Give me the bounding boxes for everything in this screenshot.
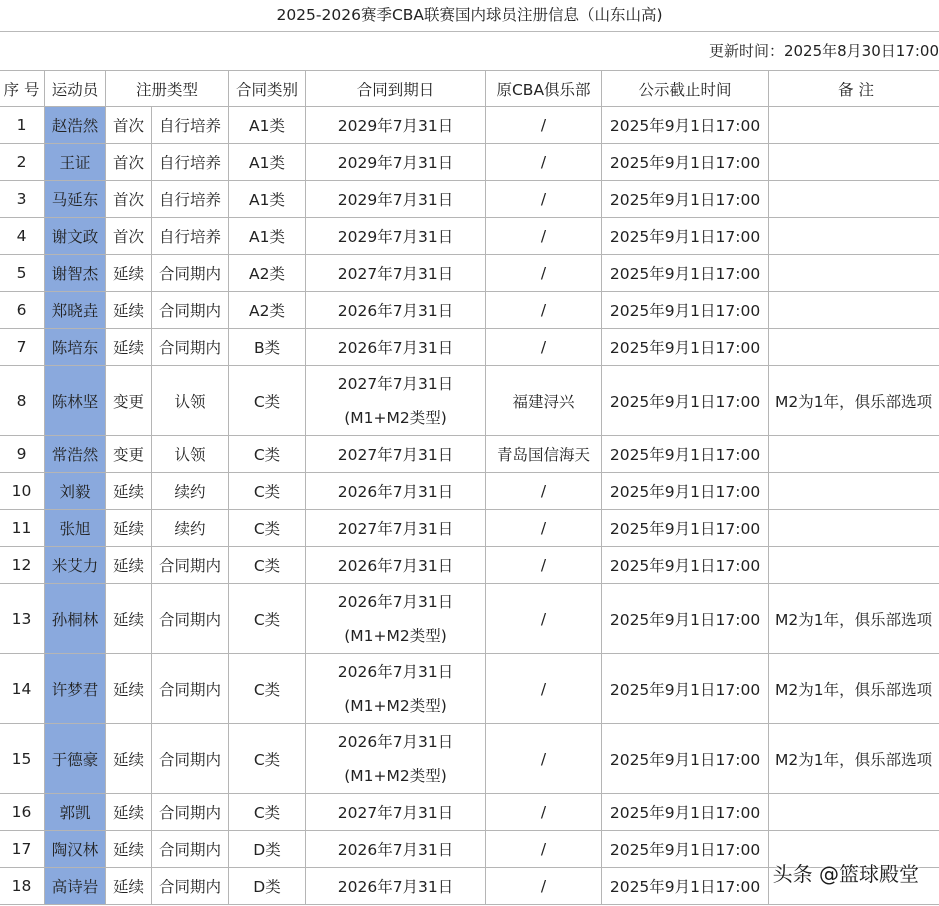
- cell-player: 常浩然: [45, 436, 106, 473]
- cell-deadline: 2025年9月1日17:00: [602, 218, 769, 255]
- table-row: [0, 654, 939, 724]
- cell-reg-detail: 续约: [152, 473, 229, 510]
- cell-player: 王证: [45, 144, 106, 181]
- cell-category: A1类: [229, 218, 306, 255]
- cell-player: 张旭: [45, 510, 106, 547]
- cell-category: C类: [229, 510, 306, 547]
- cell-reg-detail: 合同期内: [152, 831, 229, 868]
- cell-no: 11: [0, 510, 45, 547]
- cell-reg-kind: 首次: [106, 107, 152, 144]
- cell-former-club: /: [486, 584, 602, 654]
- cell-reg-detail: 合同期内: [152, 584, 229, 654]
- cell-category: C类: [229, 436, 306, 473]
- cell-remark: M2为1年，俱乐部选项: [769, 724, 939, 794]
- cell-reg-kind: 延续: [106, 292, 152, 329]
- cell-player: 于德豪: [45, 724, 106, 794]
- expiry-date: 2026年7月31日: [337, 732, 454, 751]
- cell-category: A2类: [229, 255, 306, 292]
- cell-player: 郑晓垚: [45, 292, 106, 329]
- expiry-date: 2026年7月31日: [337, 592, 454, 611]
- cell-no: 7: [0, 329, 45, 366]
- cell-reg-kind: 首次: [106, 218, 152, 255]
- header-remark: 备 注: [769, 71, 939, 107]
- cell-expiry: 2029年7月31日: [306, 181, 486, 218]
- cell-expiry: 2026年7月31日: [306, 329, 486, 366]
- table-row: [0, 255, 939, 292]
- expiry-date: 2027年7月31日: [337, 374, 454, 393]
- page-title: 2025-2026赛季CBA联赛国内球员注册信息（山东山高): [0, 0, 939, 32]
- cell-remark: [769, 144, 939, 181]
- expiry-date: 2026年7月31日: [337, 662, 454, 681]
- cell-player: 陈培东: [45, 329, 106, 366]
- cell-expiry: [306, 654, 486, 724]
- cell-category: C类: [229, 366, 306, 436]
- header-contract-category: 合同类别: [229, 71, 306, 107]
- cell-player: 米艾力: [45, 547, 106, 584]
- cell-remark: M2为1年，俱乐部选项: [769, 366, 939, 436]
- table-row: [0, 144, 939, 181]
- cell-reg-detail: 合同期内: [152, 329, 229, 366]
- cell-reg-kind: 延续: [106, 510, 152, 547]
- cell-category: C类: [229, 654, 306, 724]
- cell-no: 18: [0, 868, 45, 905]
- cell-reg-detail: 自行培养: [152, 181, 229, 218]
- table-row: [0, 436, 939, 473]
- cell-remark: [769, 218, 939, 255]
- cell-reg-kind: 延续: [106, 868, 152, 905]
- cell-reg-kind: 延续: [106, 831, 152, 868]
- cell-former-club: /: [486, 473, 602, 510]
- cell-no: 2: [0, 144, 45, 181]
- cell-expiry: 2027年7月31日: [306, 794, 486, 831]
- cell-reg-detail: 合同期内: [152, 547, 229, 584]
- cell-former-club: /: [486, 868, 602, 905]
- cell-expiry: 2027年7月31日: [306, 436, 486, 473]
- cell-category: C类: [229, 584, 306, 654]
- cell-player: 刘毅: [45, 473, 106, 510]
- cell-expiry: 2027年7月31日: [306, 255, 486, 292]
- cell-category: C类: [229, 547, 306, 584]
- cell-expiry: 2029年7月31日: [306, 107, 486, 144]
- cell-reg-kind: 延续: [106, 473, 152, 510]
- cell-expiry: 2026年7月31日: [306, 547, 486, 584]
- cell-former-club: 青岛国信海天: [486, 436, 602, 473]
- cell-deadline: 2025年9月1日17:00: [602, 654, 769, 724]
- cell-former-club: 福建浔兴: [486, 366, 602, 436]
- table-row: [0, 547, 939, 584]
- cell-no: 12: [0, 547, 45, 584]
- cell-no: 16: [0, 794, 45, 831]
- cell-category: A1类: [229, 107, 306, 144]
- cell-no: 8: [0, 366, 45, 436]
- contract-type-note: (M1+M2类型): [344, 766, 447, 785]
- header-contract-expiry: 合同到期日: [306, 71, 486, 107]
- cell-remark: M2为1年，俱乐部选项: [769, 584, 939, 654]
- cell-no: 10: [0, 473, 45, 510]
- table-body: [0, 107, 939, 905]
- cell-deadline: 2025年9月1日17:00: [602, 724, 769, 794]
- cell-expiry: [306, 366, 486, 436]
- header-player: 运动员: [45, 71, 106, 107]
- cell-reg-detail: 合同期内: [152, 868, 229, 905]
- cell-no: 9: [0, 436, 45, 473]
- contract-type-note: (M1+M2类型): [344, 408, 447, 427]
- cell-former-club: /: [486, 794, 602, 831]
- cell-remark: [769, 794, 939, 831]
- cell-category: A1类: [229, 181, 306, 218]
- cell-no: 15: [0, 724, 45, 794]
- cell-reg-detail: 续约: [152, 510, 229, 547]
- table-row: [0, 218, 939, 255]
- cell-reg-kind: 延续: [106, 724, 152, 794]
- cell-player: 马延东: [45, 181, 106, 218]
- cell-reg-detail: 认领: [152, 436, 229, 473]
- cell-reg-kind: 变更: [106, 366, 152, 436]
- cell-expiry: [306, 584, 486, 654]
- cell-reg-detail: 自行培养: [152, 144, 229, 181]
- cell-category: C类: [229, 794, 306, 831]
- cell-player: 谢智杰: [45, 255, 106, 292]
- table-row: [0, 473, 939, 510]
- cell-no: 13: [0, 584, 45, 654]
- cell-reg-kind: 首次: [106, 181, 152, 218]
- cell-no: 3: [0, 181, 45, 218]
- cell-expiry: 2026年7月31日: [306, 831, 486, 868]
- cell-deadline: 2025年9月1日17:00: [602, 107, 769, 144]
- cell-reg-kind: 首次: [106, 144, 152, 181]
- cell-player: 赵浩然: [45, 107, 106, 144]
- cell-reg-kind: 延续: [106, 794, 152, 831]
- cell-category: A1类: [229, 144, 306, 181]
- cell-remark: M2为1年，俱乐部选项: [769, 654, 939, 724]
- cell-former-club: /: [486, 329, 602, 366]
- cell-reg-detail: 自行培养: [152, 218, 229, 255]
- cell-player: 高诗岩: [45, 868, 106, 905]
- header-deadline: 公示截止时间: [602, 71, 769, 107]
- cell-deadline: 2025年9月1日17:00: [602, 473, 769, 510]
- cell-no: 5: [0, 255, 45, 292]
- cell-remark: [769, 436, 939, 473]
- cell-category: C类: [229, 473, 306, 510]
- cell-category: C类: [229, 724, 306, 794]
- table-row: [0, 107, 939, 144]
- cell-reg-detail: 合同期内: [152, 724, 229, 794]
- cell-expiry: 2026年7月31日: [306, 473, 486, 510]
- cell-former-club: /: [486, 831, 602, 868]
- cell-expiry: 2027年7月31日: [306, 510, 486, 547]
- update-time: 更新时间：2025年8月30日17:00: [708, 42, 939, 60]
- header-former-club: 原CBA俱乐部: [486, 71, 602, 107]
- cell-remark: [769, 181, 939, 218]
- cell-former-club: /: [486, 107, 602, 144]
- table-header-row: [0, 71, 939, 107]
- cell-former-club: /: [486, 510, 602, 547]
- cell-deadline: 2025年9月1日17:00: [602, 366, 769, 436]
- contract-type-note: (M1+M2类型): [344, 626, 447, 645]
- cell-reg-detail: 合同期内: [152, 255, 229, 292]
- cell-expiry: 2026年7月31日: [306, 292, 486, 329]
- cell-reg-kind: 延续: [106, 584, 152, 654]
- cell-reg-detail: 认领: [152, 366, 229, 436]
- registration-table: [0, 70, 939, 905]
- table-row: [0, 584, 939, 654]
- cell-deadline: 2025年9月1日17:00: [602, 329, 769, 366]
- cell-reg-detail: 自行培养: [152, 107, 229, 144]
- cell-deadline: 2025年9月1日17:00: [602, 584, 769, 654]
- cell-category: B类: [229, 329, 306, 366]
- cell-reg-kind: 变更: [106, 436, 152, 473]
- cell-expiry: 2026年7月31日: [306, 868, 486, 905]
- cell-former-club: /: [486, 255, 602, 292]
- cell-deadline: 2025年9月1日17:00: [602, 547, 769, 584]
- cell-deadline: 2025年9月1日17:00: [602, 436, 769, 473]
- cell-deadline: 2025年9月1日17:00: [602, 868, 769, 905]
- cell-remark: [769, 329, 939, 366]
- table-row: [0, 292, 939, 329]
- cell-reg-kind: 延续: [106, 329, 152, 366]
- cell-deadline: 2025年9月1日17:00: [602, 181, 769, 218]
- cell-reg-kind: 延续: [106, 654, 152, 724]
- header-registration-type: 注册类型: [106, 71, 229, 107]
- cell-no: 14: [0, 654, 45, 724]
- cell-deadline: 2025年9月1日17:00: [602, 510, 769, 547]
- cell-no: 4: [0, 218, 45, 255]
- cell-reg-detail: 合同期内: [152, 292, 229, 329]
- cell-category: D类: [229, 868, 306, 905]
- cell-deadline: 2025年9月1日17:00: [602, 794, 769, 831]
- cell-expiry: [306, 724, 486, 794]
- cell-remark: [769, 473, 939, 510]
- cell-remark: [769, 107, 939, 144]
- cell-remark: [769, 255, 939, 292]
- cell-remark: [769, 510, 939, 547]
- table-row: [0, 510, 939, 547]
- cell-no: 17: [0, 831, 45, 868]
- cell-former-club: /: [486, 724, 602, 794]
- table-row: [0, 181, 939, 218]
- cell-former-club: /: [486, 144, 602, 181]
- table-row: [0, 366, 939, 436]
- cell-player: 许梦君: [45, 654, 106, 724]
- table-row: [0, 794, 939, 831]
- header-no: 序 号: [0, 71, 45, 107]
- cell-former-club: /: [486, 292, 602, 329]
- cell-reg-detail: 合同期内: [152, 654, 229, 724]
- cell-remark: [769, 292, 939, 329]
- cell-player: 陶汉林: [45, 831, 106, 868]
- cell-former-club: /: [486, 547, 602, 584]
- cell-category: A2类: [229, 292, 306, 329]
- cell-player: 谢文政: [45, 218, 106, 255]
- cell-former-club: /: [486, 181, 602, 218]
- cell-deadline: 2025年9月1日17:00: [602, 144, 769, 181]
- cell-deadline: 2025年9月1日17:00: [602, 255, 769, 292]
- watermark: 头条 @篮球殿堂: [772, 862, 919, 886]
- cell-reg-kind: 延续: [106, 255, 152, 292]
- contract-type-note: (M1+M2类型): [344, 696, 447, 715]
- cell-reg-kind: 延续: [106, 547, 152, 584]
- cell-deadline: 2025年9月1日17:00: [602, 831, 769, 868]
- cell-player: 陈林坚: [45, 366, 106, 436]
- table-row: [0, 329, 939, 366]
- cell-deadline: 2025年9月1日17:00: [602, 292, 769, 329]
- cell-expiry: 2029年7月31日: [306, 144, 486, 181]
- cell-remark: [769, 547, 939, 584]
- cell-no: 6: [0, 292, 45, 329]
- cell-former-club: /: [486, 218, 602, 255]
- cell-reg-detail: 合同期内: [152, 794, 229, 831]
- cell-no: 1: [0, 107, 45, 144]
- cell-player: 郭凯: [45, 794, 106, 831]
- cell-player: 孙桐林: [45, 584, 106, 654]
- cell-category: D类: [229, 831, 306, 868]
- cell-former-club: /: [486, 654, 602, 724]
- table-row: [0, 724, 939, 794]
- cell-expiry: 2029年7月31日: [306, 218, 486, 255]
